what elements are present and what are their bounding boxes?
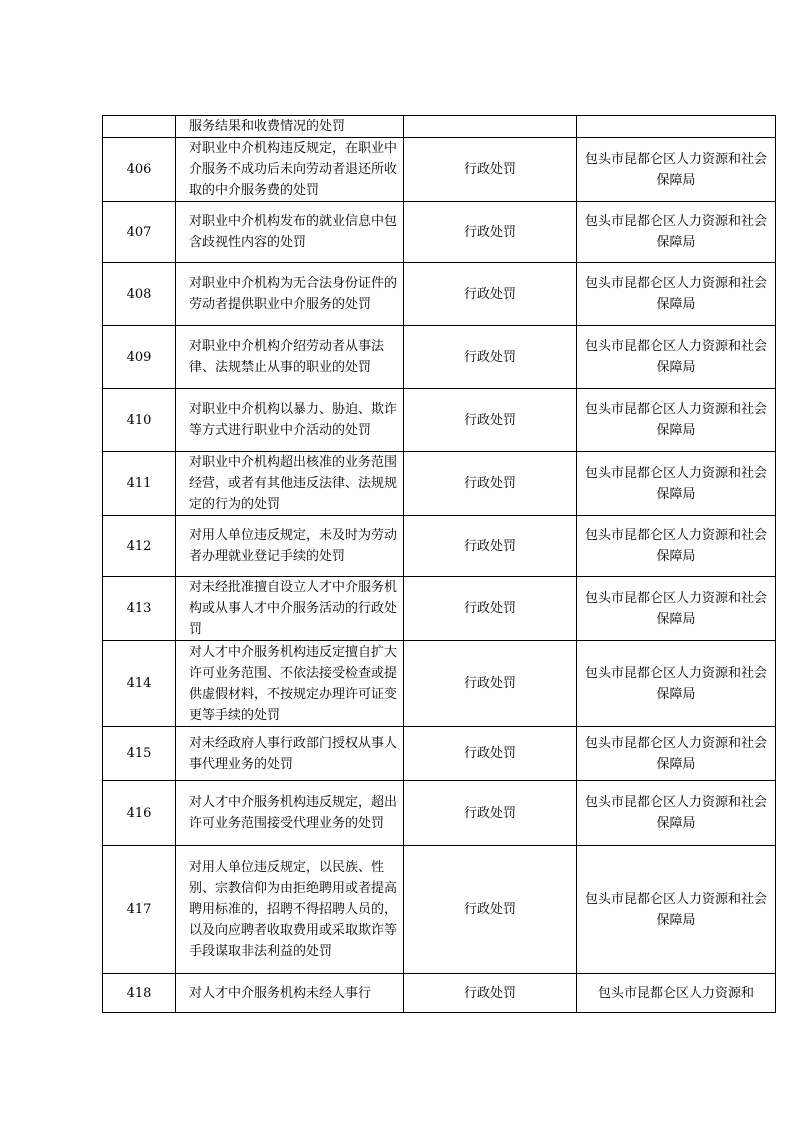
row-number: 411: [103, 452, 176, 516]
item-name: 对职业中介机构以暴力、胁迫、欺诈等方式进行职业中介活动的处罚: [176, 389, 404, 452]
item-type: 行政处罚: [404, 577, 577, 641]
item-name: 对职业中介机构违反规定，在职业中介服务不成功后未向劳动者退还所收取的中介服务费的处罚: [176, 138, 404, 202]
item-name: 对人才中介服务机构违反规定，超出许可业务范围接受代理业务的处罚: [176, 781, 404, 846]
row-number: 406: [103, 138, 176, 202]
item-name: 对用人单位违反规定，未及时为劳动者办理就业登记手续的处罚: [176, 516, 404, 577]
table-row: [103, 452, 776, 516]
row-number: 410: [103, 389, 176, 452]
item-name: 对未经政府人事行政部门授权从事人事代理业务的处罚: [176, 727, 404, 781]
table-row: [103, 974, 776, 1013]
item-authority: 包头市昆都仑区人力资源和社会保障局: [577, 138, 776, 202]
row-number: 414: [103, 641, 176, 727]
item-type: 行政处罚: [404, 781, 577, 846]
table-row: [103, 781, 776, 846]
item-type: 行政处罚: [404, 263, 577, 326]
item-authority: 包头市昆都仑区人力资源和社会保障局: [577, 516, 776, 577]
item-name: 对职业中介机构介绍劳动者从事法律、法规禁止从事的职业的处罚: [176, 326, 404, 389]
row-number: 413: [103, 577, 176, 641]
table-row: [103, 641, 776, 727]
item-type: 行政处罚: [404, 326, 577, 389]
table-row: [103, 516, 776, 577]
enforcement-items-table: [102, 115, 776, 1013]
table-row: [103, 326, 776, 389]
table-row: [103, 263, 776, 326]
row-number: 415: [103, 727, 176, 781]
table-row: [103, 202, 776, 263]
item-name: 服务结果和收费情况的处罚: [176, 116, 404, 138]
table-row: [103, 138, 776, 202]
item-name: 对人才中介服务机构违反定擅自扩大许可业务范围、不依法接受检查或提供虚假材料，不按规定办理许可证变更等手续的处罚: [176, 641, 404, 727]
item-type: 行政处罚: [404, 138, 577, 202]
item-authority: [577, 116, 776, 138]
item-authority: 包头市昆都仑区人力资源和社会保障局: [577, 641, 776, 727]
row-number: 417: [103, 846, 176, 974]
item-authority: 包头市昆都仑区人力资源和社会保障局: [577, 727, 776, 781]
item-authority: 包头市昆都仑区人力资源和社会保障局: [577, 202, 776, 263]
row-number: 416: [103, 781, 176, 846]
item-authority: 包头市昆都仑区人力资源和社会保障局: [577, 577, 776, 641]
item-authority: 包头市昆都仑区人力资源和社会保障局: [577, 326, 776, 389]
item-type: 行政处罚: [404, 516, 577, 577]
table-row: [103, 389, 776, 452]
item-name: 对未经批准擅自设立人才中介服务机构或从事人才中介服务活动的行政处罚: [176, 577, 404, 641]
item-type: [404, 116, 577, 138]
item-authority: 包头市昆都仑区人力资源和: [577, 974, 776, 1013]
item-name: 对职业中介机构为无合法身份证件的劳动者提供职业中介服务的处罚: [176, 263, 404, 326]
item-authority: 包头市昆都仑区人力资源和社会保障局: [577, 781, 776, 846]
item-type: 行政处罚: [404, 641, 577, 727]
item-authority: 包头市昆都仑区人力资源和社会保障局: [577, 263, 776, 326]
item-authority: 包头市昆都仑区人力资源和社会保障局: [577, 846, 776, 974]
item-name: 对职业中介机构超出核准的业务范围经营，或者有其他违反法律、法规规定的行为的处罚: [176, 452, 404, 516]
item-name: 对用人单位违反规定，以民族、性别、宗教信仰为由拒绝聘用或者提高聘用标准的，招聘不得招聘人员的，以及向应聘者收取费用或采取欺诈等手段谋取非法利益的处罚: [176, 846, 404, 974]
item-type: 行政处罚: [404, 452, 577, 516]
table-row: [103, 727, 776, 781]
item-type: 行政处罚: [404, 389, 577, 452]
item-type: 行政处罚: [404, 974, 577, 1013]
item-name: 对职业中介机构发布的就业信息中包含歧视性内容的处罚: [176, 202, 404, 263]
row-number: 418: [103, 974, 176, 1013]
row-number: 407: [103, 202, 176, 263]
table-row: [103, 116, 776, 138]
item-type: 行政处罚: [404, 727, 577, 781]
row-number: 408: [103, 263, 176, 326]
table-row: [103, 577, 776, 641]
item-authority: 包头市昆都仑区人力资源和社会保障局: [577, 452, 776, 516]
row-number: [103, 116, 176, 138]
row-number: 412: [103, 516, 176, 577]
item-type: 行政处罚: [404, 202, 577, 263]
item-name: 对人才中介服务机构未经人事行: [176, 974, 404, 1013]
row-number: 409: [103, 326, 176, 389]
table-row: [103, 846, 776, 974]
item-authority: 包头市昆都仑区人力资源和社会保障局: [577, 389, 776, 452]
item-type: 行政处罚: [404, 846, 577, 974]
